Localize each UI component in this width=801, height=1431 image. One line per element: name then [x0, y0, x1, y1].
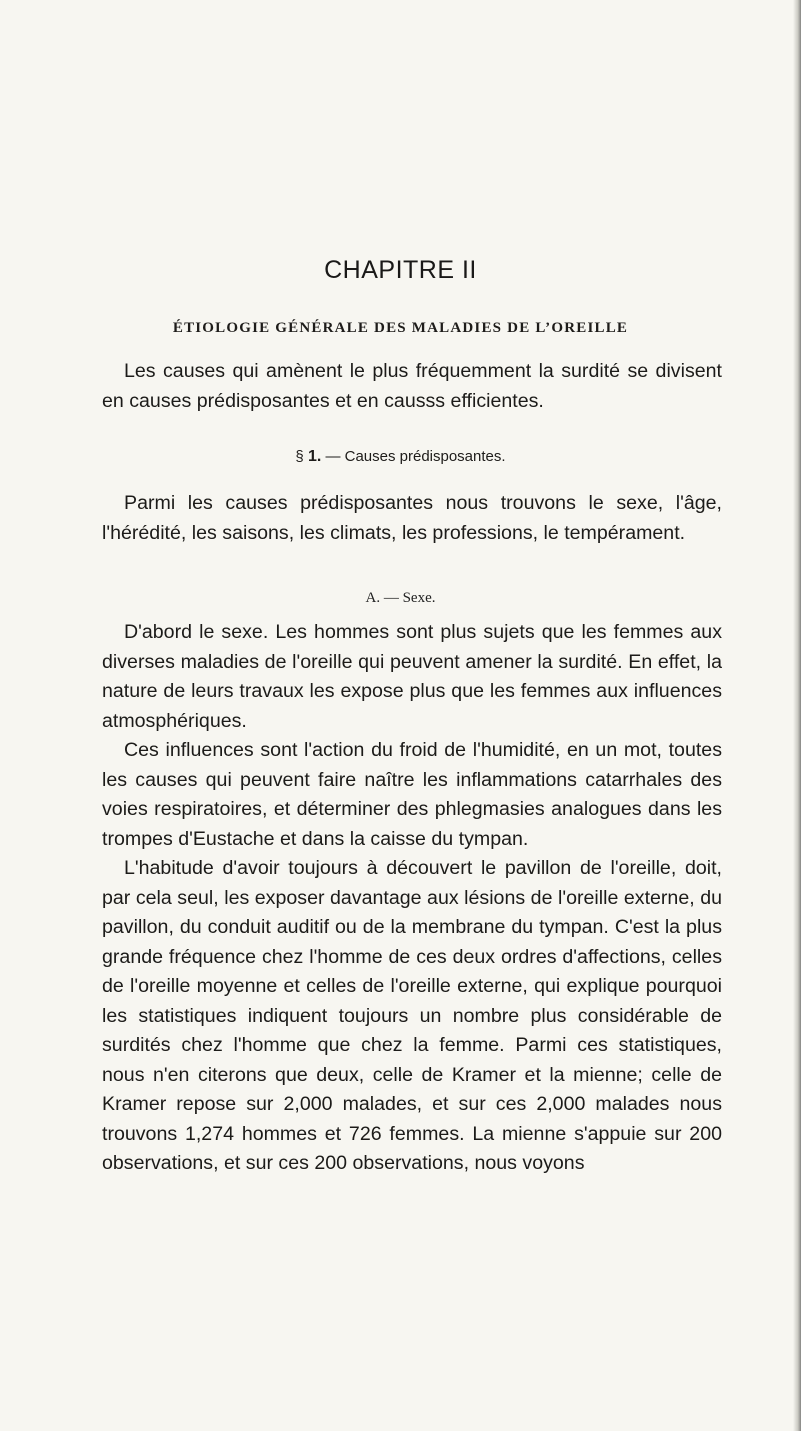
intro-paragraph: Les causes qui amènent le plus fréquemment la surdité se divisent en causes prédisposantes et en causss efficientes.: [102, 360, 722, 412]
page-edge-shadow: [793, 0, 801, 1431]
intro-block: [102, 357, 722, 416]
section-mark: §: [295, 448, 304, 465]
paragraph-sexe-2: Ces influences sont l'action du froid de l'humidité, en un mot, toutes les causes qui peuvent faire naître les inflammations catarrhales des voies respiratoires, et déterminer des phlegmasies analogues dans les trompes d'Eustache et dans la caisse du tympan.: [102, 739, 722, 850]
section-paragraph: Parmi les causes prédisposantes nous trouvons le sexe, l'âge, l'hérédité, les saisons, les climats, les professions, le tempérament.: [102, 492, 722, 544]
main-text-block: [102, 618, 722, 1179]
section-heading: [0, 448, 801, 466]
chapter-subtitle: ÉTIOLOGIE GÉNÉRALE DES MALADIES DE L’OREILLE: [172, 320, 629, 336]
chapter-title: CHAPITRE II: [324, 256, 477, 284]
section-number: 1.: [307, 448, 322, 465]
paragraph-sexe-3: L'habitude d'avoir toujours à découvert le pavillon de l'oreille, doit, par cela seul, les exposer davantage aux lésions de l'oreille externe, du pavillon, du conduit auditif ou de la membrane du tympan. C'est la plus grande fréquence chez l'homme de ces deux ordres d'affections, celles de l'oreille moyenne et celles de l'oreille externe, qui explique pourquoi les statistiques indiquent toujours un nombre plus considérable de surdités chez l'homme que chez la femme. Parmi ces statistiques, nous n'en citerons que deux, celle de Kramer et la mienne; celle de Kramer repose sur 2,000 malades, et sur ces 2,000 malades nous trouvons 1,274 hommes et 726 femmes. La mienne s'appuie sur 200 observations, et sur ces 200 observations, nous voyons: [102, 857, 722, 1174]
subsection-heading: A. — Sexe.: [365, 590, 436, 606]
section-title: — Causes prédisposantes.: [325, 448, 506, 465]
section-block: [102, 489, 722, 548]
paragraph-sexe-1: D'abord le sexe. Les hommes sont plus sujets que les femmes aux diverses maladies de l'oreille qui peuvent amener la surdité. En effet, la nature de leurs travaux les expose plus que les femmes aux influences atmosphériques.: [102, 621, 722, 732]
